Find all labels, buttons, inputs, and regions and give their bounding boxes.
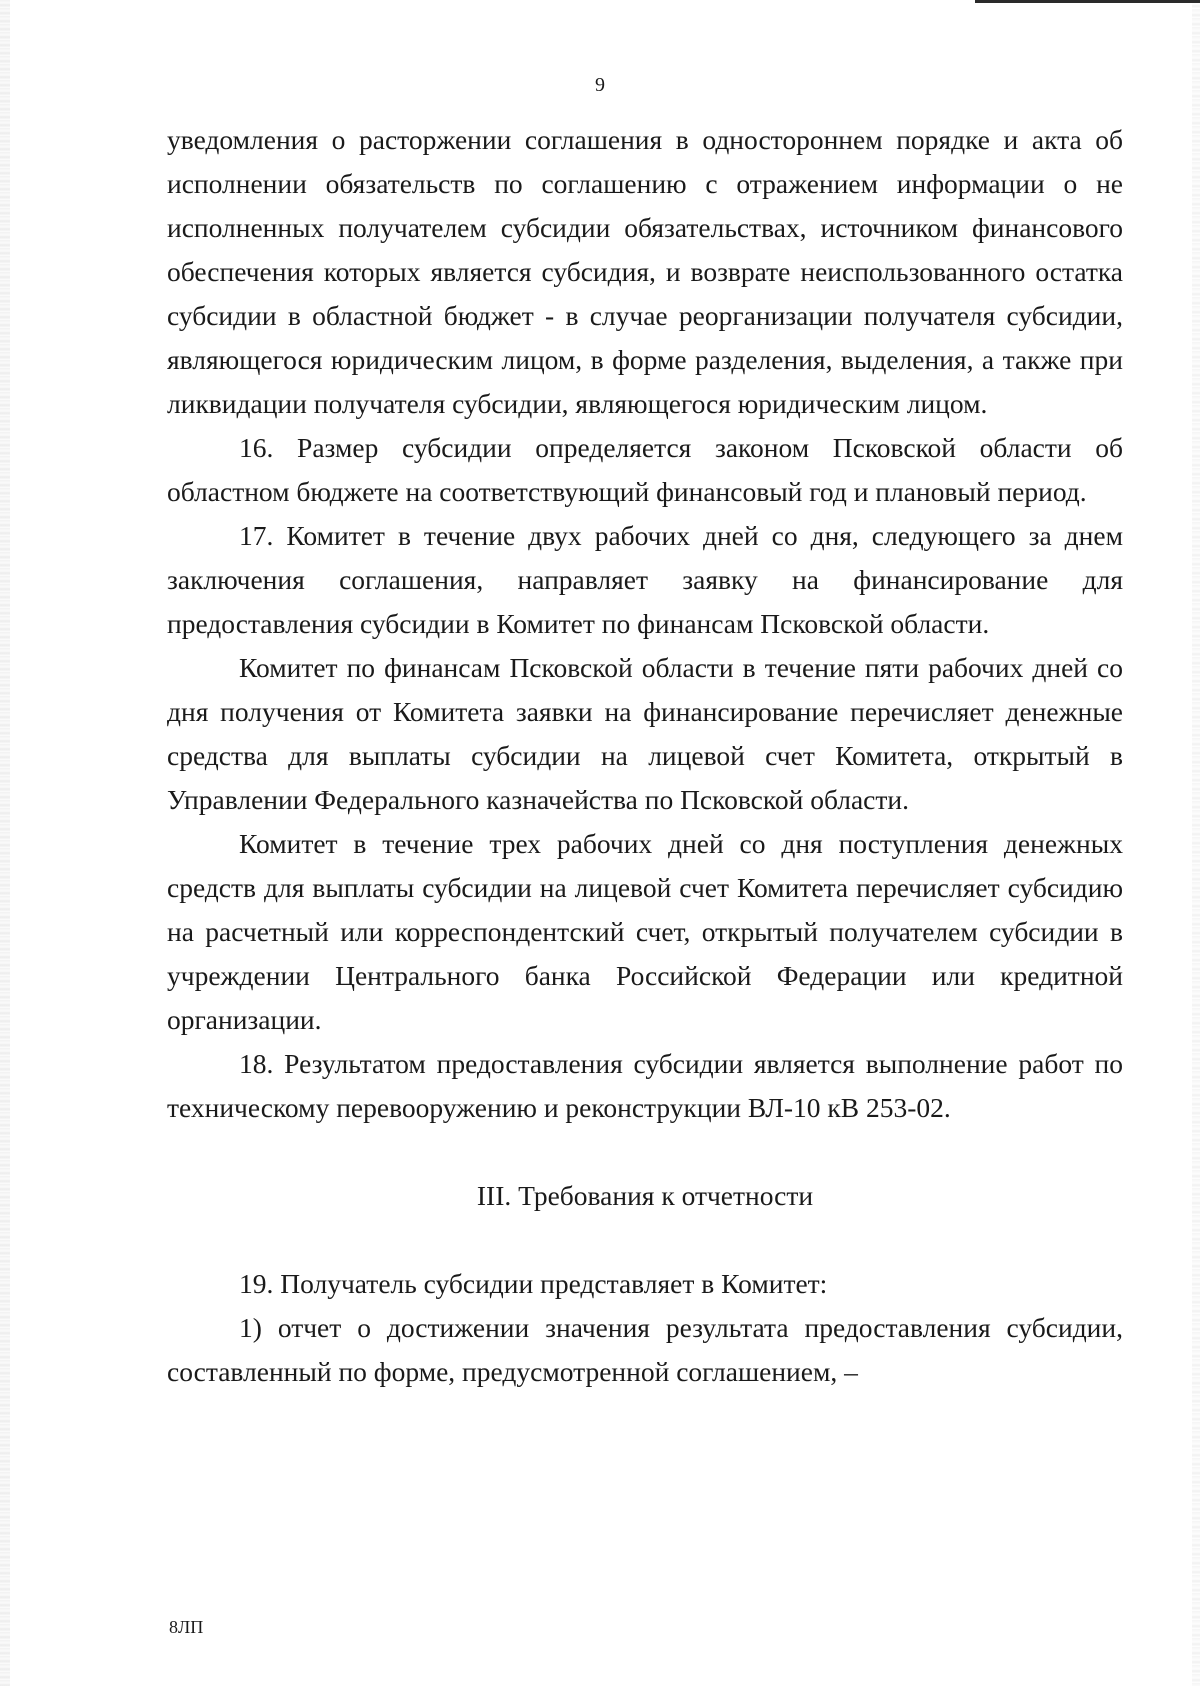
scan-top-line: [975, 0, 1200, 3]
paragraph-finance-committee: Комитет по финансам Псковской области в течение пяти рабочих дней со дня получения от Комитета заявки на финансирование перечисляет денежные средства для выплаты субсидии на лицевой счет Комитета, открытый в Управлении Федерального казначейства по Псковской области.: [167, 652, 1123, 815]
paragraph-continuation: уведомления о расторжении соглашения в одностороннем порядке и акта об исполнении обязательств по соглашению с отражением информации о не исполненных получателем субсидии обязательствах, источником финансового обеспечения которых является субсидия, и возврате неиспользованного остатка субсидии в областной бюджет - в случае реорганизации получателя субсидии, являющегося юридическим лицом, в форме разделения, выделения, а также при ликвидации получателя субсидии, являющегося юридическим лицом.: [167, 124, 1123, 419]
paragraph-16: 16. Размер субсидии определяется законом Псковской области об областном бюджете на соответствующий финансовый год и плановый период.: [167, 432, 1123, 507]
paragraph-17: 17. Комитет в течение двух рабочих дней со дня, следующего за днем заключения соглашения, направляет заявку на финансирование для предоставления субсидии в Комитет по финансам Псковской области.: [167, 520, 1123, 639]
paragraph-committee-transfer: Комитет в течение трех рабочих дней со дня поступления денежных средств для выплаты субсидии на лицевой счет Комитета перечисляет субсидию на расчетный или корреспондентский счет, открытый получателем субсидии в учреждении Центрального банка Российской Федерации или кредитной организации.: [167, 828, 1123, 1035]
paragraph-19: 19. Получатель субсидии представляет в Комитет:: [239, 1268, 828, 1299]
section-heading: III. Требования к отчетности: [476, 1180, 814, 1211]
scan-right-edge: [1192, 0, 1200, 1686]
scan-left-edge: [0, 0, 10, 1686]
page-number: 9: [595, 74, 605, 96]
document-body: [167, 118, 1123, 1394]
footer-code: 8ЛП: [169, 1617, 204, 1637]
paragraph-18: 18. Результатом предоставления субсидии является выполнение работ по техническому перевооружению и реконструкции ВЛ-10 кВ 253-02.: [167, 1048, 1123, 1123]
paragraph-19-item-1: 1) отчет о достижении значения результата предоставления субсидии, составленный по форме, предусмотренной соглашением, –: [167, 1312, 1123, 1387]
